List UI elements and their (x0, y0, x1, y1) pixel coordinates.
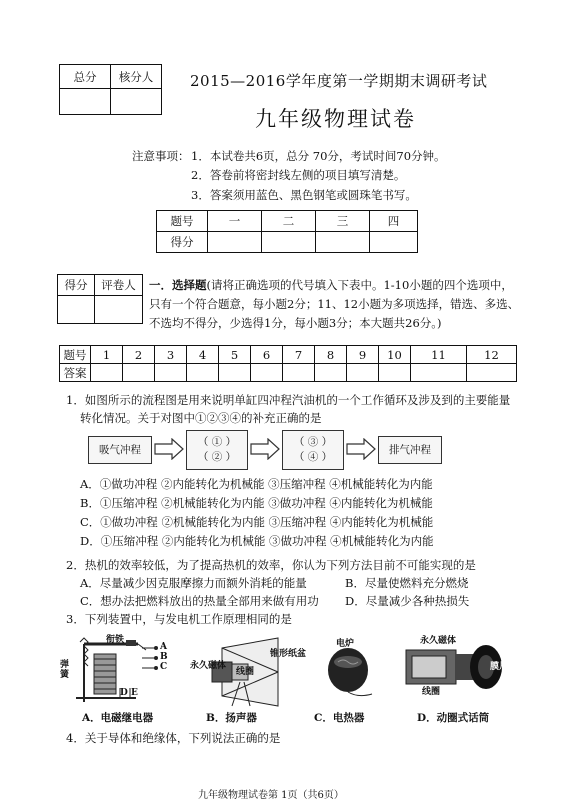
answer-table-number-row (60, 346, 517, 364)
flow-step3-label: （ ③ ） (293, 436, 333, 448)
q3-caption-b[interactable]: B．扬声器 (206, 712, 257, 724)
summary-header-2: 二 (262, 211, 316, 232)
answer-number: 5 (219, 346, 251, 364)
answer-number: 3 (155, 346, 187, 364)
q1-option-a[interactable]: A．①做功冲程 ②内能转化为机械能 ③压缩冲程 ④机械能转化为内能 (80, 477, 433, 491)
relay-terminal-a: A (160, 642, 167, 652)
stove-figure (318, 640, 378, 700)
relay-terminal-e: E (131, 688, 138, 698)
answer-number: 8 (315, 346, 347, 364)
q3-caption-d[interactable]: D．动圈式话筒 (417, 712, 490, 724)
q2-option-a[interactable]: A．尽量减少因克服摩擦力而额外消耗的能量 (80, 576, 307, 590)
checker-cell[interactable] (111, 89, 162, 115)
answer-number: 4 (187, 346, 219, 364)
summary-score-1[interactable] (208, 232, 262, 253)
q1-option-c[interactable]: C．①做功冲程 ②机械能转化为内能 ③压缩冲程 ④内能转化为机械能 (80, 515, 434, 529)
q2-stem: 2．热机的效率较低，为了提高热机的效率，你认为下列方法目前不可能实现的是 (66, 558, 476, 572)
q1-option-d[interactable]: D．①压缩冲程 ②内能转化为机械能 ③做功冲程 ④机械能转化为内能 (80, 534, 434, 548)
note-item-2: 2．答卷前将密封线左侧的项目填写清楚。 (191, 168, 406, 182)
relay-terminal-b: B (160, 652, 168, 662)
mic-membrane-label: 膜片 (490, 662, 509, 672)
relay-spring-label: 弹簧 (60, 660, 70, 680)
section1-instruction-2: 只有一个符合题意，每小题2分；11、12小题为多项选择，错选、多选、 (149, 297, 520, 311)
total-score-table (59, 64, 162, 115)
relay-terminal-d: D (120, 688, 128, 698)
flow-box-step2 (282, 430, 344, 470)
note-item-1: 1．本试卷共6页，总分 70分，考试时间70分钟。 (191, 149, 446, 163)
summary-score-table (156, 210, 418, 253)
grader-table (57, 274, 143, 324)
answer-cell[interactable] (123, 364, 155, 382)
summary-score-3[interactable] (316, 232, 370, 253)
summary-score-4[interactable] (370, 232, 418, 253)
notes-label: 注意事项： (132, 149, 190, 163)
checker-header: 核分人 (111, 65, 162, 89)
answer-number: 9 (347, 346, 379, 364)
grader-score-header: 得分 (58, 275, 95, 296)
q2-option-b[interactable]: B．尽量使燃料充分燃烧 (345, 576, 469, 590)
flow-arrow-icon (250, 438, 280, 460)
answer-cell[interactable] (251, 364, 283, 382)
section1-heading (149, 277, 513, 293)
section1-instruction-1: (请将正确选项的代号填入下表中。1-10小题的四个选项中， (206, 278, 513, 292)
q1-stem-line-1: 1．如图所示的流程图是用来说明单缸四冲程汽油机的一个工作循环及涉及到的主要能量 (66, 393, 511, 407)
total-score-cell[interactable] (60, 89, 111, 115)
answer-number: 2 (123, 346, 155, 364)
answer-number: 7 (283, 346, 315, 364)
answer-cell[interactable] (379, 364, 411, 382)
relay-terminal-c: C (160, 662, 168, 672)
answer-number: 10 (379, 346, 411, 364)
note-item-3: 3．答案须用蓝色、黑色钢笔或圆珠笔书写。 (191, 188, 417, 202)
answer-table-answer-row (60, 364, 517, 382)
mic-coil-label: 线圈 (422, 687, 441, 697)
q1-option-b[interactable]: B．①压缩冲程 ②机械能转化为内能 ③做功冲程 ④内能转化为机械能 (80, 496, 433, 510)
grader-name-header: 评卷人 (95, 275, 143, 296)
summary-header-1: 一 (208, 211, 262, 232)
speaker-magnet-label: 永久磁体 (190, 661, 227, 671)
q2-option-c[interactable]: C．想办法把燃料放出的热量全部用来做有用功 (80, 594, 319, 608)
answer-cell[interactable] (411, 364, 467, 382)
relay-armature-label: 衔铁 (106, 635, 125, 645)
answer-label: 答案 (60, 364, 91, 382)
answer-cell[interactable] (347, 364, 379, 382)
flow-arrow-icon (346, 438, 376, 460)
flow-box-intake: 吸气冲程 (88, 436, 152, 464)
page-footer: 九年级物理试卷第 1页（共6页） (198, 790, 344, 801)
answer-cell[interactable] (219, 364, 251, 382)
stove-label: 电炉 (336, 639, 355, 649)
q3-caption-c[interactable]: C．电热器 (314, 712, 365, 724)
summary-score-label: 得分 (157, 232, 208, 253)
answer-number: 11 (411, 346, 467, 364)
flow-box-exhaust: 排气冲程 (378, 436, 442, 464)
speaker-coil-label: 线圈 (236, 667, 255, 677)
speaker-cone-label: 锥形纸盆 (270, 649, 307, 659)
q3-stem: 3．下列装置中，与发电机工作原理相同的是 (66, 612, 292, 626)
section1-instruction-3: 不选均不得分，少选得1分，每小题3分；本大题共26分。) (149, 316, 442, 330)
answer-number: 12 (467, 346, 517, 364)
q4-stem: 4．关于导体和绝缘体，下列说法正确的是 (66, 731, 281, 745)
answer-cell[interactable] (283, 364, 315, 382)
answer-cell[interactable] (467, 364, 517, 382)
answer-cell[interactable] (315, 364, 347, 382)
q3-caption-a[interactable]: A．电磁继电器 (82, 712, 154, 724)
answer-cell[interactable] (187, 364, 219, 382)
exam-title: 2015—2016学年度第一学期期末调研考试 (190, 72, 488, 90)
grader-score-cell[interactable] (58, 296, 95, 324)
summary-score-2[interactable] (262, 232, 316, 253)
total-score-header: 总分 (60, 65, 111, 89)
summary-header-3: 三 (316, 211, 370, 232)
answer-number: 1 (91, 346, 123, 364)
flow-arrow-icon (154, 438, 184, 460)
answer-number: 6 (251, 346, 283, 364)
flow-step2-label: （ ② ） (197, 451, 237, 463)
summary-header-4: 四 (370, 211, 418, 232)
answer-cell[interactable] (91, 364, 123, 382)
answer-cell[interactable] (155, 364, 187, 382)
mic-magnet-label: 永久磁体 (420, 636, 457, 646)
flow-step1-label: （ ① ） (197, 436, 237, 448)
answer-table (59, 345, 517, 382)
q1-stem-line-2: 转化情况。关于对图中①②③④的补充正确的是 (80, 411, 322, 425)
flow-box-step1 (186, 430, 248, 470)
summary-header-label: 题号 (157, 211, 208, 232)
section1-title: 一．选择题 (149, 278, 207, 292)
q2-option-d[interactable]: D．尽量减少各种热损失 (345, 594, 470, 608)
flow-step4-label: （ ④ ） (293, 451, 333, 463)
grader-name-cell[interactable] (95, 296, 143, 324)
subject-title: 九年级物理试卷 (255, 107, 416, 131)
answer-number-label: 题号 (60, 346, 91, 364)
